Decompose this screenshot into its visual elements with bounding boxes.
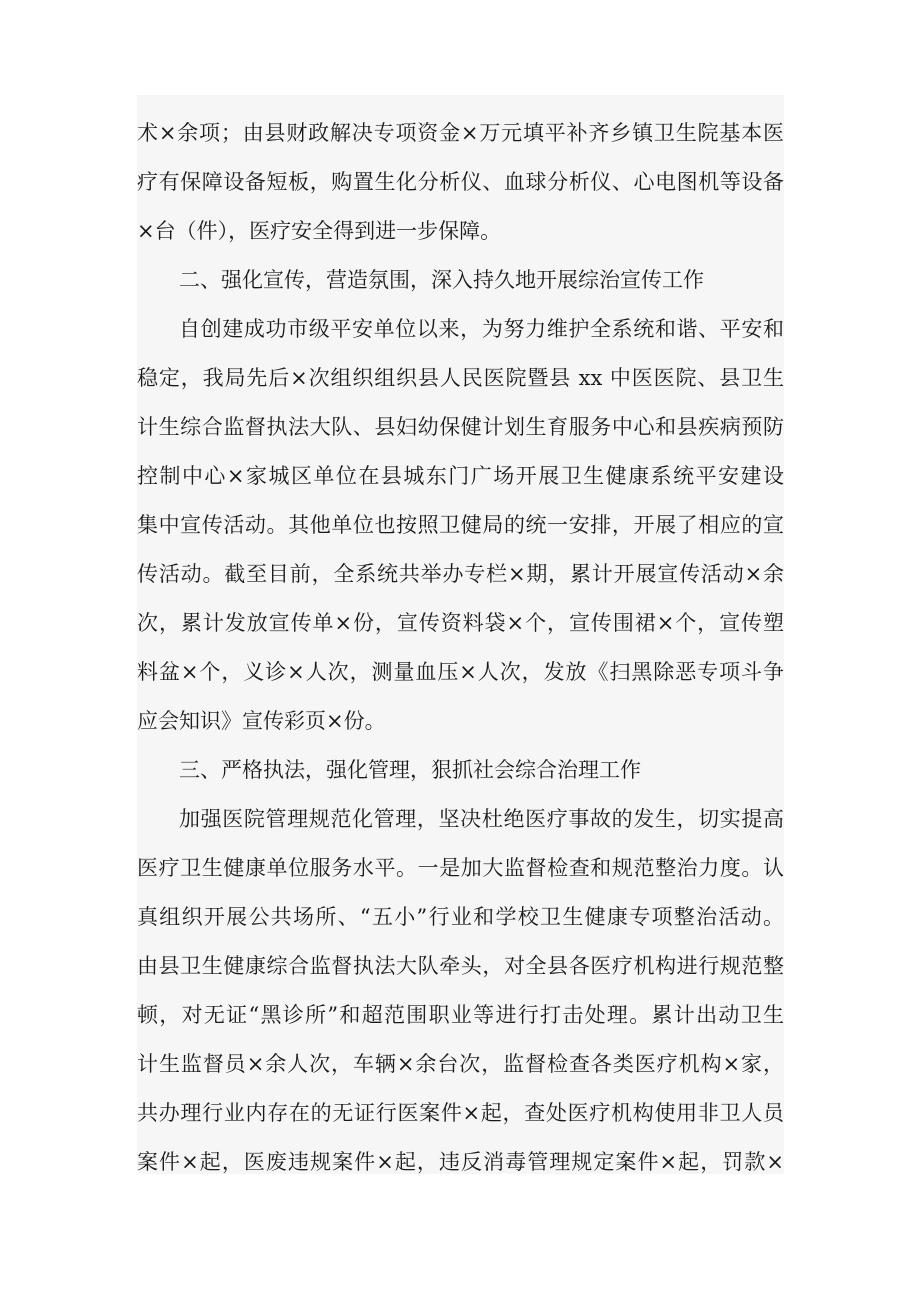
body-line: 集中宣传活动。其他单位也按照卫健局的统一安排，开展了相应的宣 bbox=[137, 513, 784, 537]
body-line: 加强医院管理规范化管理，坚决杜绝医疗事故的发生，切实提高 bbox=[179, 807, 784, 831]
body-line: 计生综合监督执法大队、县妇幼保健计划生育服务中心和县疾病预防 bbox=[137, 415, 784, 439]
body-line: 稳定，我局先后×次组织组织县人民医院暨县 xx 中医医院、县卫生 bbox=[137, 366, 784, 390]
body-line: 医疗卫生健康单位服务水平。一是加大监督检查和规范整治力度。认 bbox=[137, 856, 784, 880]
body-line: 案件×起，医废违规案件×起，违反消毒管理规定案件×起，罚款× bbox=[137, 1150, 784, 1174]
body-line: 真组织开展公共场所、“五小”行业和学校卫生健康专项整治活动。 bbox=[137, 905, 784, 929]
body-line: ×台（件），医疗安全得到进一步保障。 bbox=[137, 219, 502, 243]
section-heading-3: 三、严格执法，强化管理，狠抓社会综合治理工作 bbox=[179, 758, 641, 782]
body-line: 共办理行业内存在的无证行医案件×起，查处医疗机构使用非卫人员 bbox=[137, 1101, 784, 1125]
document-body bbox=[137, 95, 784, 1174]
body-line: 次，累计发放宣传单×份，宣传资料袋×个，宣传围裙×个，宣传塑 bbox=[137, 611, 784, 635]
body-line: 术×余项；由县财政解决专项资金×万元填平补齐乡镇卫生院基本医 bbox=[137, 121, 784, 145]
body-line: 顿，对无证“黑诊所”和超范围职业等进行打击处理。累计出动卫生 bbox=[137, 1003, 784, 1027]
body-line: 由县卫生健康综合监督执法大队牵头，对全县各医疗机构进行规范整 bbox=[137, 954, 784, 978]
body-line: 传活动。截至目前，全系统共举办专栏×期，累计开展宣传活动×余 bbox=[137, 562, 784, 586]
body-line: 自创建成功市级平安单位以来，为努力维护全系统和谐、平安和 bbox=[179, 317, 784, 341]
body-line: 计生监督员×余人次，车辆×余台次，监督检查各类医疗机构×家， bbox=[137, 1052, 784, 1076]
body-line: 应会知识》宣传彩页×份。 bbox=[137, 709, 386, 733]
body-line: 料盆×个，义诊×人次，测量血压×人次，发放《扫黑除恶专项斗争 bbox=[137, 660, 784, 684]
section-heading-2: 二、强化宣传，营造氛围，深入持久地开展综治宣传工作 bbox=[179, 268, 704, 292]
body-line: 控制中心×家城区单位在县城东门广场开展卫生健康系统平安建设 bbox=[137, 464, 784, 488]
body-line: 疗有保障设备短板，购置生化分析仪、血球分析仪、心电图机等设备 bbox=[137, 170, 784, 194]
